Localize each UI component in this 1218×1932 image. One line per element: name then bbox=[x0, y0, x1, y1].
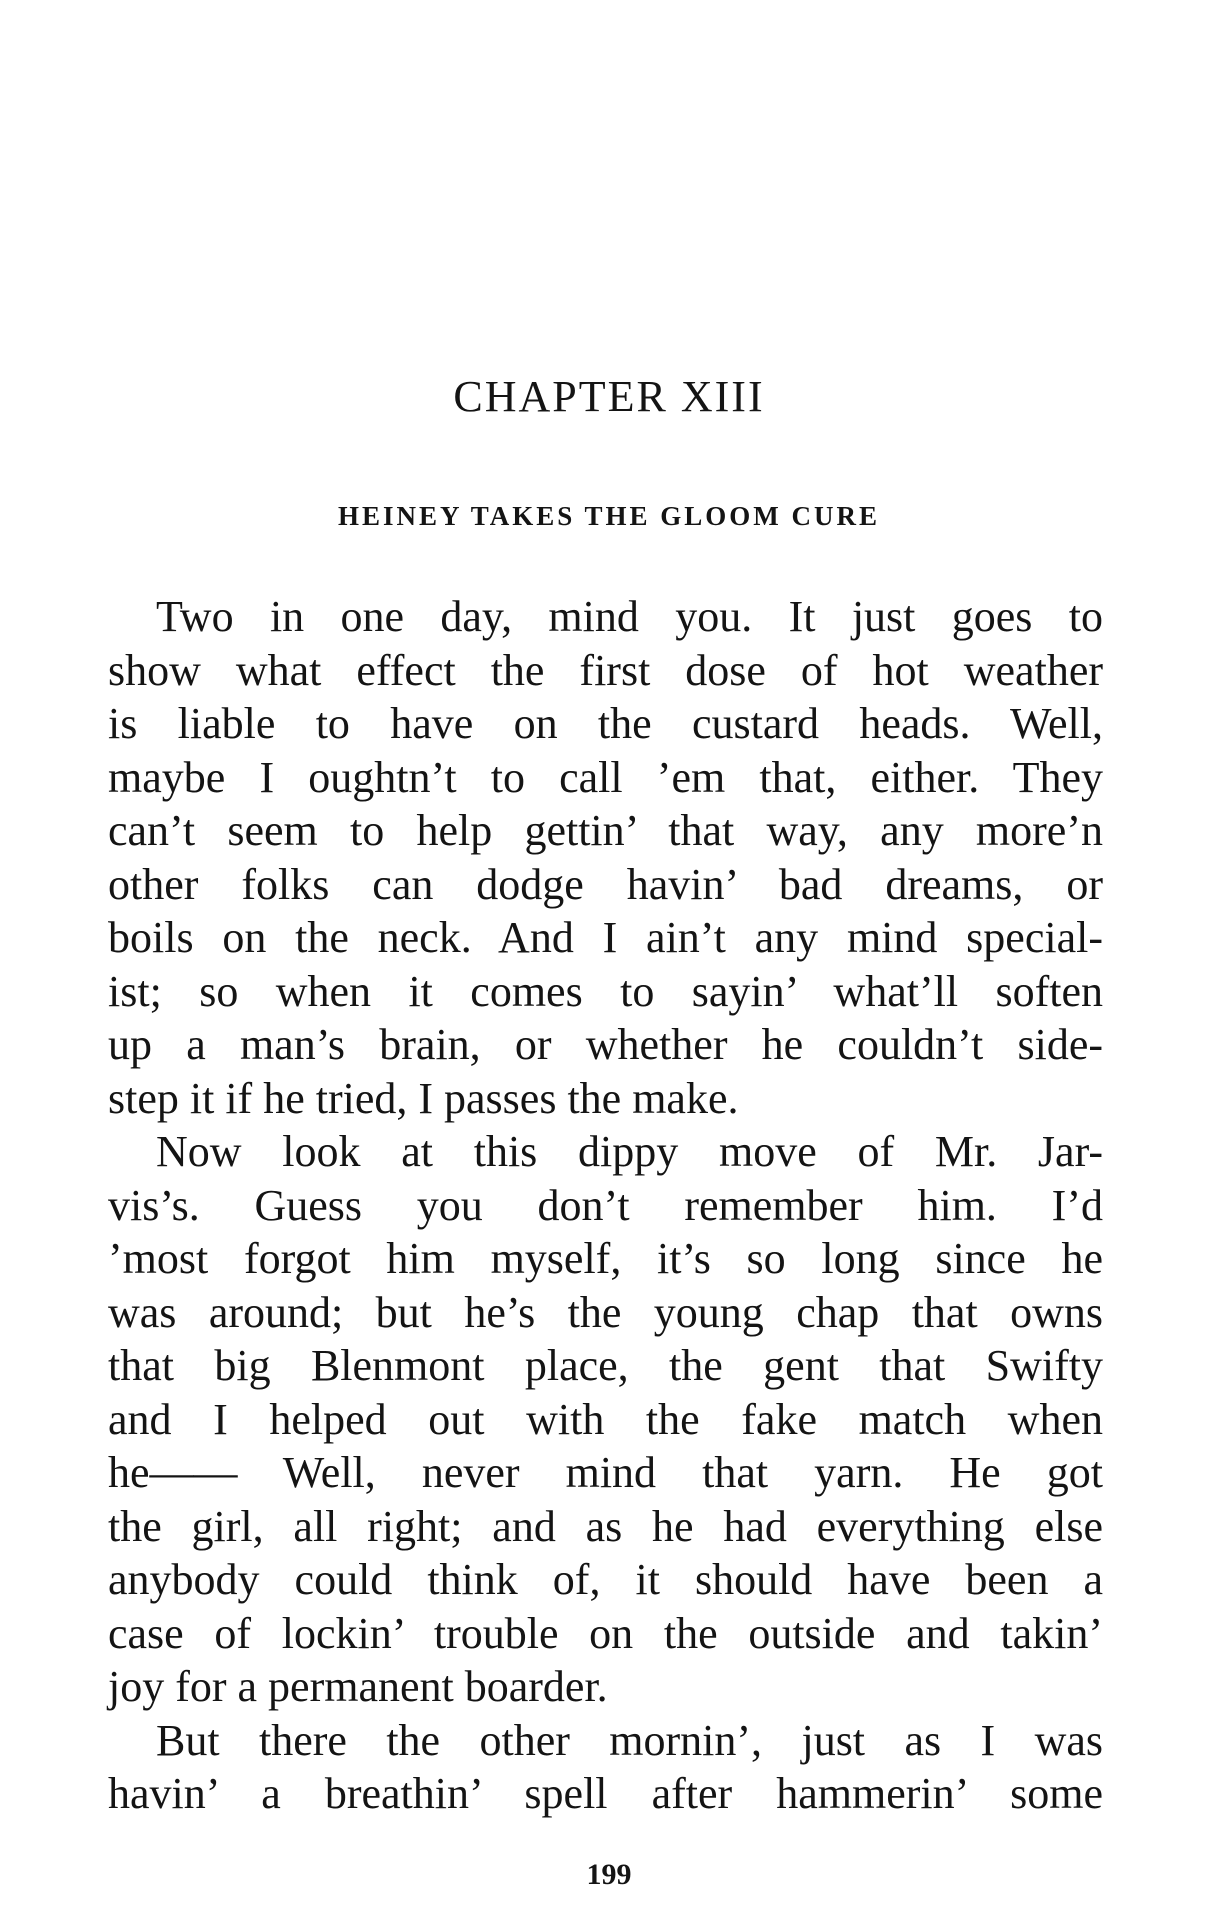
text-line: show what effect the first dose of hot weather bbox=[108, 645, 1103, 695]
text-line: boils on the neck. And I ain’t any mind special- bbox=[108, 913, 1103, 962]
text-line: ’most forgot him myself, it’s so long since he bbox=[108, 1234, 1103, 1283]
text-line: that big Blenmont place, the gent that Swifty bbox=[108, 1341, 1103, 1390]
text-line: up a man’s brain, or whether he couldn’t side- bbox=[108, 1020, 1103, 1069]
text-line: step it if he tried, I passes the make. bbox=[108, 1073, 739, 1123]
text-line: case of lockin’ trouble on the outside and takin’ bbox=[108, 1608, 1103, 1658]
text-line: and I helped out with the fake match when bbox=[108, 1394, 1103, 1444]
text-line: was around; but he’s the young chap that owns bbox=[108, 1287, 1103, 1337]
text-line: ist; so when it comes to sayin’ what’ll soften bbox=[108, 966, 1103, 1016]
text-line: havin’ a breathin’ spell after hammerin’ some bbox=[108, 1769, 1103, 1818]
text-line: vis’s. Guess you don’t remember him. I’d bbox=[108, 1180, 1103, 1230]
text-line: can’t seem to help gettin’ that way, any more’n bbox=[108, 806, 1103, 855]
text-line: maybe I oughtn’t to call ’em that, either. They bbox=[108, 752, 1103, 802]
chapter-title: CHAPTER XIII bbox=[453, 372, 765, 421]
text-line: he—— Well, never mind that yarn. He got bbox=[108, 1448, 1103, 1497]
body-text bbox=[108, 590, 1103, 1821]
page-number: 199 bbox=[586, 1858, 632, 1891]
text-line: other folks can dodge havin’ bad dreams, or bbox=[108, 859, 1103, 909]
text-line: Two in one day, mind you. It just goes to bbox=[156, 592, 1103, 641]
text-line: is liable to have on the custard heads. Well, bbox=[108, 699, 1103, 748]
text-line: the girl, all right; and as he had everything else bbox=[108, 1501, 1103, 1551]
chapter-subtitle: HEINEY TAKES THE GLOOM CURE bbox=[337, 501, 881, 531]
text-line: joy for a permanent boarder. bbox=[108, 1662, 608, 1711]
text-line: But there the other mornin’, just as I was bbox=[156, 1715, 1103, 1765]
text-line: Now look at this dippy move of Mr. Jar- bbox=[156, 1127, 1103, 1176]
text-line: anybody could think of, it should have been a bbox=[108, 1555, 1103, 1604]
